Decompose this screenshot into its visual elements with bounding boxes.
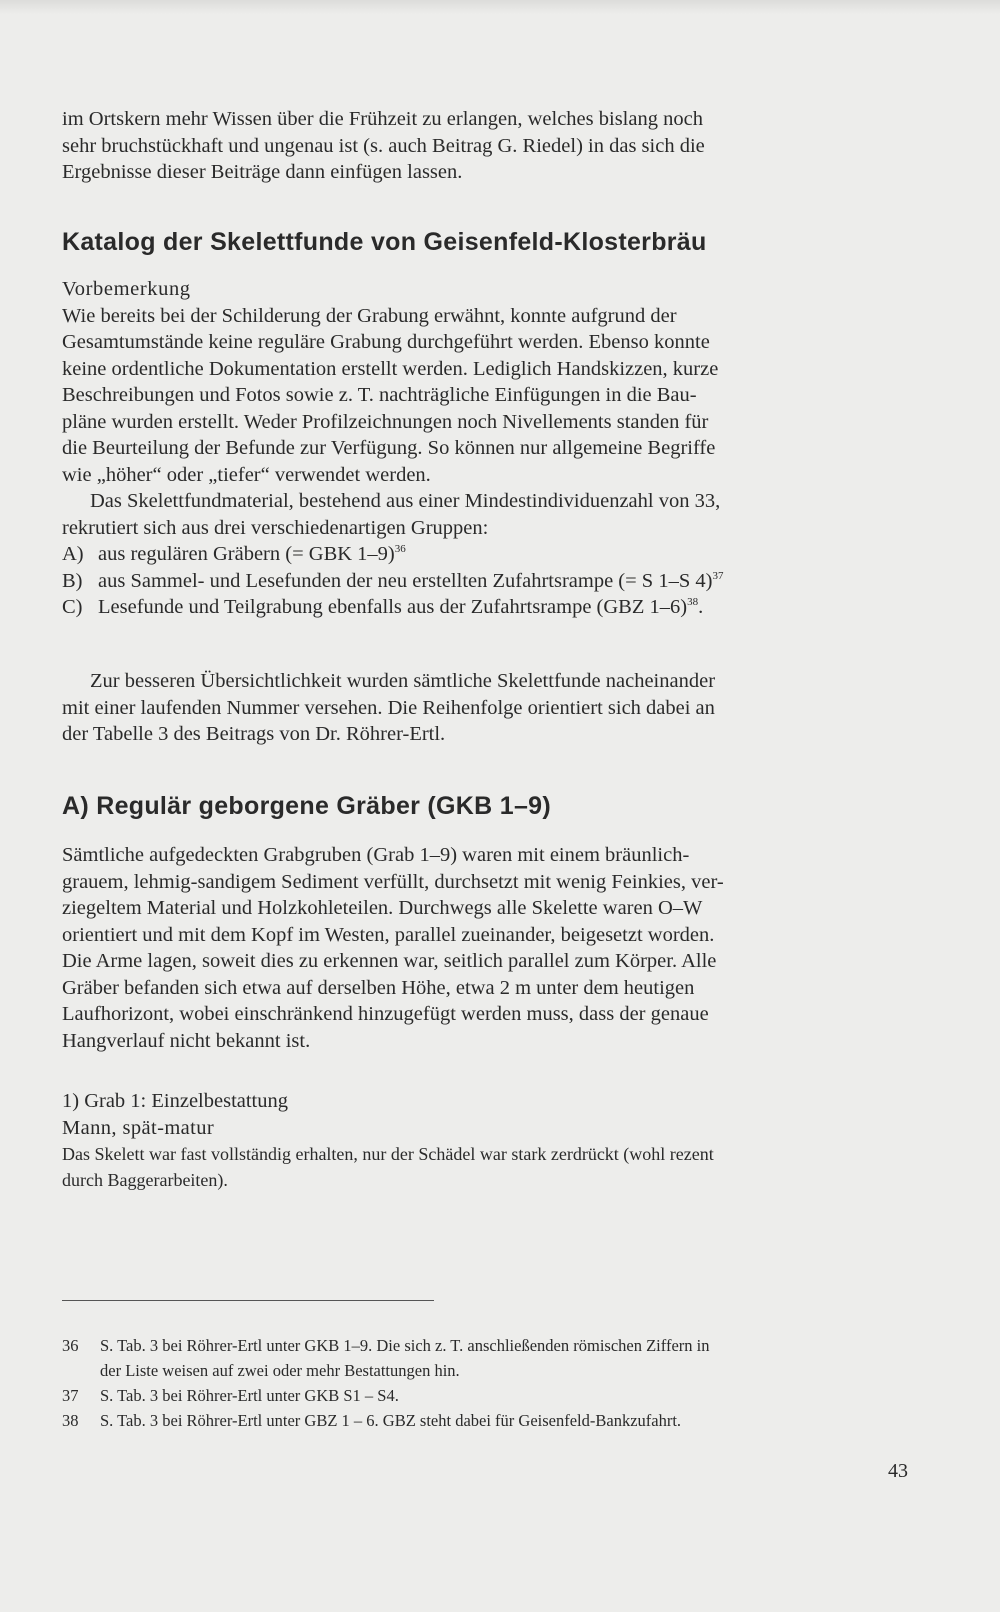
footnote-38: 38 S. Tab. 3 bei Röhrer-Ertl unter GBZ 1 – 6. GBZ steht dabei für Geisenfeld-Bankzufahrt.	[62, 1411, 682, 1430]
entry-description: Das Skelett war fast vollständig erhalten, nur der Schädel war stark zerdrückt (wohl rezent durch Baggerarbeiten).	[62, 1144, 714, 1190]
text-line: Ergebnisse dieser Beiträge dann einfügen lassen.	[62, 161, 463, 183]
entry-title: 1) Grab 1: Einzelbestattung	[62, 1090, 289, 1112]
footnote-36: 36 S. Tab. 3 bei Röhrer-Ertl unter GKB 1–9. Die sich z. T. anschließenden römischen Ziffern in der Liste weisen auf zwei oder mehr Bestattungen hin.	[62, 1336, 710, 1380]
page-number: 43	[888, 1460, 908, 1482]
text-line: sehr bruchstückhaft und ungenau ist (s. auch Beitrag G. Riedel) in das sich die	[62, 134, 705, 157]
entry-subtitle: Mann, spät-matur	[62, 1116, 215, 1139]
footnote-divider	[62, 1300, 434, 1301]
footnote-ref: 36	[394, 543, 406, 556]
preliminary-remarks	[62, 276, 906, 621]
scan-shadow	[0, 0, 1000, 14]
grave-entry-1	[62, 1088, 906, 1193]
list-item: B) aus Sammel- und Lesefunden der neu erstellten Zufahrtsrampe (= S 1–S 4)$^{37}$	[62, 569, 724, 592]
footnote-ref: 37	[712, 569, 724, 582]
graves-paragraph: Sämtliche aufgedeckten Grabgruben (Grab 1–9) waren mit einem bräunlich- grauem, lehmig-sandigem Sediment verfüllt, durchsetzt mit wenig Feinkies, ver- ziegeltem Material und Holzkohleteilen. Durchwegs alle Skelette waren O–W orientiert und mit dem Kopf im Westen, parallel zueinander, beigesetzt worden. Die Arme lagen, soweit dies zu erkennen war, seitlich parallel zum Körper. Alle Gräber befanden sich etwa auf derselben Höhe, etwa 2 m unter dem heutigen Laufhorizont, wobei einschränkend hinzugefügt werden muss, dass der genaue Hangverlauf nicht bekannt ist.	[62, 844, 724, 1052]
text-line: im Ortskern mehr Wissen über die Frühzeit zu erlangen, welches bislang noch	[62, 108, 703, 130]
material-paragraph: Das Skelettfundmaterial, bestehend aus einer Mindestindividuenzahl von 33, rekrutiert sich aus drei verschiedenartigen Gruppen:	[62, 490, 721, 539]
overview-paragraph: Zur besseren Übersichtlichkeit wurden sämtliche Skelettfunde nacheinander mit einer laufenden Nummer versehen. Die Reihenfolge orientiert sich dabei an der Tabelle 3 des Beitrags von Dr. Röhrer-Ertl.	[62, 670, 716, 745]
footnote-37: 37 S. Tab. 3 bei Röhrer-Ertl unter GKB S1 – S4.	[62, 1386, 399, 1405]
section-heading-catalog: Katalog der Skelettfunde von Geisenfeld-Klosterbräu	[62, 228, 707, 256]
list-item: A) aus regulären Gräbern (= GBK 1–9)$^{36}$	[62, 543, 406, 565]
section-heading-graves: A) Regulär geborgene Gräber (GKB 1–9)	[62, 792, 551, 820]
footnote-ref: 38	[687, 596, 699, 609]
subheading: Vorbemerkung	[62, 278, 191, 300]
list-item: C) Lesefunde und Teilgrabung ebenfalls aus der Zufahrtsrampe (GBZ 1–6)$^{38}$.	[62, 596, 704, 618]
intro-paragraph	[62, 106, 906, 186]
remarks-paragraph: Wie bereits bei der Schilderung der Grabung erwähnt, konnte aufgrund der Gesamtumstände keine reguläre Grabung durchgeführt werden. Ebenso konnte keine ordentliche Dokumentation erstellt werden. Lediglich Handskizzen, kurze Beschreibungen und Fotos sowie z. T. nachträgliche Einfügungen in die Bau- pläne wurden erstellt. Weder Profilzeichnungen noch Nivellements standen für die Beurteilung der Befunde zur Verfügung. So können nur allgemeine Begriffe wie „höher“ oder „tiefer“ verwendet werden.	[62, 304, 719, 486]
group-list	[62, 541, 906, 621]
